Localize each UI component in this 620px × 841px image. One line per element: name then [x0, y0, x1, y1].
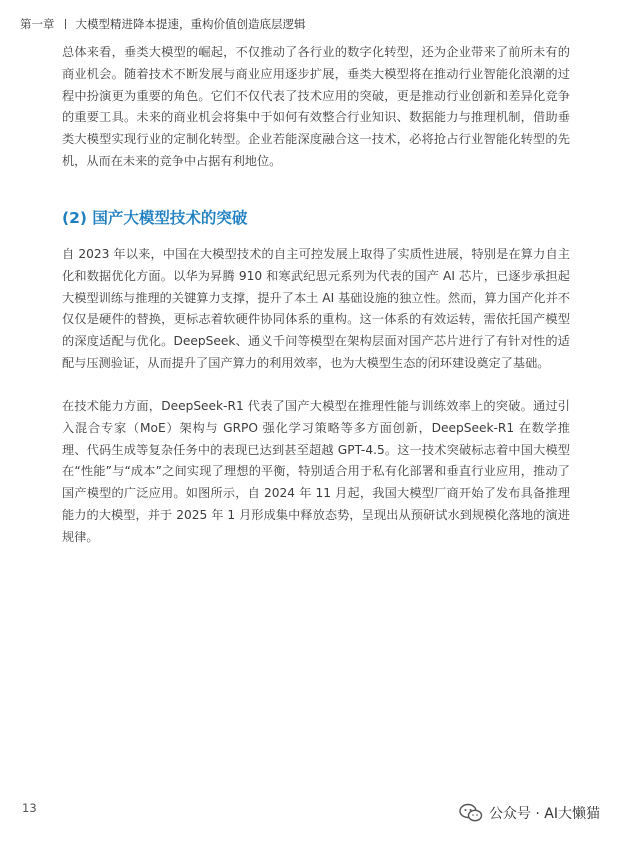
paragraph-summary: 总体来看，垂类大模型的崛起，不仅推动了各行业的数字化转型，还为企业带来了前所未有的商业机会。随着技术不断发展与商业应用逐步扩展，垂类大模型将在推动行业智能化浪潮的过程中扮演更为重要的角色。它们不仅代表了技术应用的突破，更是推动行业创新和差异化竞争的重要工具。未来的商业机会将集中于如何有效整合行业知识、数据能力与推理机制，借助垂类大模型实现行业的定制化转型。企业若能深度融合这一技术，必将抢占行业智能化转型的先机，从而在未来的竞争中占据有利地位。 [62, 45, 570, 168]
wechat-icon [459, 803, 483, 823]
header-divider [65, 19, 66, 29]
page-number: 13 [22, 801, 37, 815]
watermark [459, 803, 600, 823]
paragraph-compute-autonomy: 自 2023 年以来，中国在大模型技术的自主可控发展上取得了实质性进展，特别是在算力自主化和数据优化方面。以华为昇腾 910 和寒武纪思元系列为代表的国产 AI 芯片，已逐步承担起大模型训练与推理的关键算力支撑，提升了本土 AI 基础设施的独立性。然而，算力国产化并不仅仅是硬件的替换，更标志着软硬件协同体系的重构。这一体系的有效运转，需依托国产模型的深度适配与优化。DeepSeek、通义千问等模型在架构层面对国产芯片进行了有针对性的适配与压测验证，从而提升了国产算力的利用效率，也为大模型生态的闭环建设奠定了基础。 [62, 247, 570, 370]
chapter-subtitle: 大模型精进降本提速，重构价值创造底层逻辑 [75, 17, 306, 31]
section-title: (2) 国产大模型技术的突破 [62, 209, 248, 227]
paragraph-technical-capability: 在技术能力方面，DeepSeek-R1 代表了国产大模型在推理性能与训练效率上的突破。通过引入混合专家（MoE）架构与 GRPO 强化学习策略等多方面创新，DeepSeek-R1 在数学推理、代码生成等复杂任务中的表现已达到甚至超越 GPT-4.5。这一技术突破标志着中国大模型在“性能”与“成本”之间实现了理想的平衡，特别适合用于私有化部署和垂直行业应用，推动了国产模型的广泛应用。如图所示，自 2024 年 11 月起，我国大模型厂商开始了发布具备推理能力的大模型，并于 2025 年 1 月形成集中释放态势，呈现出从预研试水到规模化落地的演进规律。 [62, 399, 570, 544]
running-header [20, 16, 306, 32]
chapter-label: 第一章 [20, 17, 55, 31]
watermark-text: 公众号 · AI大懒猫 [488, 806, 600, 822]
